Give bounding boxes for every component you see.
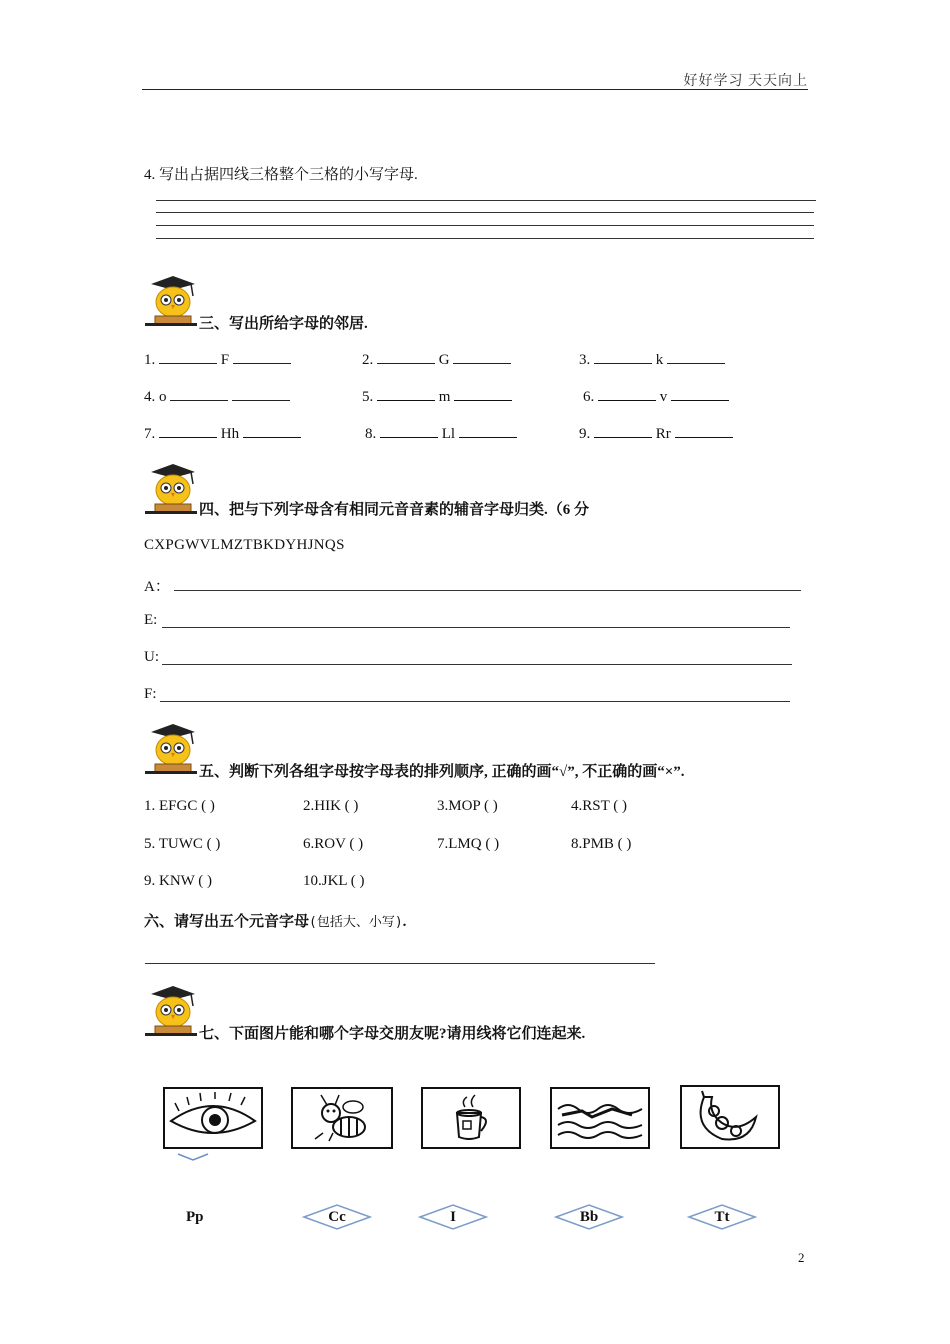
sec5-item: 2.HIK ( ) [303, 798, 359, 814]
teacup-picture [421, 1087, 521, 1149]
answer-line [160, 701, 790, 702]
sec5-item: 8.PMB ( ) [571, 836, 632, 852]
sec5-item: 9. KNW ( ) [144, 873, 213, 889]
sec3-item-6: 6. v [583, 388, 729, 406]
answer-line [162, 627, 790, 628]
sec6-title: 六、请写出五个元音字母(包括大、小写). [144, 914, 407, 930]
eye-picture [163, 1087, 263, 1149]
peapod-picture [680, 1085, 780, 1149]
match-letter-bb: Bb [554, 1203, 624, 1231]
sec4-row-a: A： [144, 579, 170, 595]
answer-line [162, 664, 792, 665]
sec5-item: 1. EFGC ( ) [144, 798, 215, 814]
sec5-item: 6.ROV ( ) [303, 836, 364, 852]
page-number: 2 [798, 1250, 805, 1265]
four-line-grid [156, 200, 816, 242]
sec5-item: 4.RST ( ) [571, 798, 627, 814]
q4-prompt: 4. 写出占据四线三格整个三格的小写字母. [144, 167, 418, 183]
sec3-item-5: 5. m [362, 388, 512, 406]
sec4-row-u: U: [144, 649, 159, 665]
owl-scholar-icon [143, 982, 199, 1038]
header-rule [142, 89, 808, 90]
sec5-item: 10.JKL ( ) [303, 873, 365, 889]
sec3-item-3: 3. k [579, 351, 725, 369]
sec3-item-9: 9. Rr [579, 425, 733, 443]
sec5-item: 5. TUWC ( ) [144, 836, 221, 852]
owl-scholar-icon [143, 460, 199, 516]
sec5-title: 五、判断下列各组字母按字母表的排列顺序, 正确的画“√”, 不正确的画“×”. [199, 764, 685, 780]
bee-picture [291, 1087, 393, 1149]
match-letter-cc: Cc [302, 1203, 372, 1231]
sec3-item-1: 1. F [144, 351, 291, 369]
owl-scholar-icon [143, 720, 199, 776]
sec5-item: 3.MOP ( ) [437, 798, 498, 814]
match-letter-i: I [418, 1203, 488, 1231]
water-picture [550, 1087, 650, 1149]
sec3-item-7: 7. Hh [144, 425, 301, 443]
sec3-item-4: 4. o [144, 388, 290, 406]
sec7-title: 七、下面图片能和哪个字母交朋友呢?请用线将它们连起来. [199, 1026, 586, 1042]
sec4-row-f: F: [144, 686, 157, 702]
sec3-item-8: 8. Ll [365, 425, 517, 443]
sec3-item-2: 2. G [362, 351, 511, 369]
sec4-row-e: E: [144, 612, 158, 628]
answer-line [145, 963, 655, 964]
owl-scholar-icon [143, 272, 199, 328]
sec3-title: 三、写出所给字母的邻居. [199, 316, 368, 332]
sec5-item: 7.LMQ ( ) [437, 836, 500, 852]
sec4-title: 四、把与下列字母含有相同元音音素的辅音字母归类.（6 分 [199, 502, 590, 518]
sec4-letters: CXPGWVLMZTBKDYHJNQS [144, 537, 345, 553]
chevron-down-icon [176, 1152, 210, 1162]
header-slogan: 好好学习 天天向上 [683, 74, 808, 89]
match-letter-pp: Pp [186, 1209, 204, 1225]
answer-line [174, 590, 801, 591]
match-letter-tt: Tt [687, 1203, 757, 1231]
